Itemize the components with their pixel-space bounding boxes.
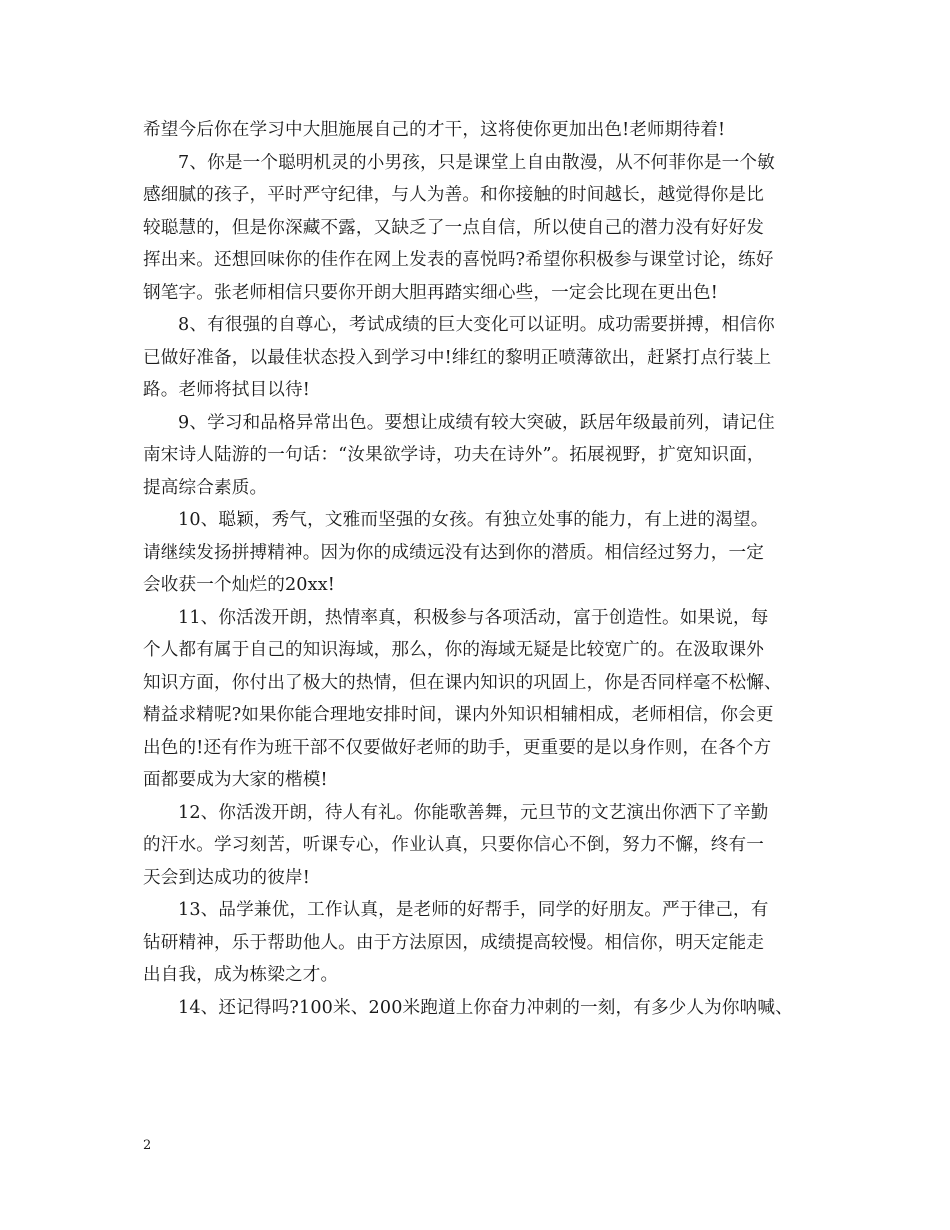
text-line: 天会到达成功的彼岸! xyxy=(143,867,310,888)
text-line: 希望今后你在学习中大胆施展自己的才干，这将使你更加出色!老师期待着! xyxy=(143,120,726,140)
text-line: 面都要成为大家的楷模! xyxy=(143,770,328,790)
page-number: 2 xyxy=(143,1138,152,1153)
paragraph-9-start: 9、学习和品格异常出色。要想让成绩有较大突破，跃居年级最前列，请记住 xyxy=(178,412,775,433)
text-line: 知识方面，你付出了极大的热情，但在课内知识的巩固上，你是否同样毫不松懈、 xyxy=(143,672,782,693)
paragraph-7-start: 7、你是一个聪明机灵的小男孩，只是课堂上自由散漫，从不何菲你是一个敏 xyxy=(178,152,775,173)
text-line: 较聪慧的，但是你深藏不露，又缺乏了一点自信，所以使自己的潜力没有好好发 xyxy=(143,217,765,238)
document-body xyxy=(143,114,823,1024)
text-line: 提高综合素质。 xyxy=(143,477,268,498)
paragraph-10-start: 10、聪颖，秀气，文雅而坚强的女孩。有独立处事的能力，有上进的渴望。 xyxy=(178,510,769,530)
text-line: 钢笔字。张老师相信只要你开朗大胆再踏实细心些，一定会比现在更出色! xyxy=(143,282,719,303)
text-line: 会收获一个灿烂的20xx! xyxy=(143,575,336,595)
paragraph-14-start: 14、还记得吗?100米、200米跑道上你奋力冲刺的一刻，有多少人为你呐喊、 xyxy=(178,997,793,1018)
text-line: 出色的!还有作为班干部不仅要做好老师的助手，更重要的是以身作则，在各个方 xyxy=(143,737,772,758)
text-line: 请继续发扬拼搏精神。因为你的成绩远没有达到你的潜质。相信经过努力，一定 xyxy=(143,542,765,563)
text-line: 感细腻的孩子，平时严守纪律，与人为善。和你接触的时间越长，越觉得你是比 xyxy=(143,185,765,205)
text-line: 出自我，成为栋梁之才。 xyxy=(143,965,339,985)
text-line: 路。老师将拭目以待! xyxy=(143,380,310,400)
paragraph-12-start: 12、你活泼开朗，待人有礼。你能歌善舞，元旦节的文艺演出你洒下了辛勤 xyxy=(178,802,769,823)
paragraph-8-start: 8、有很强的自尊心，考试成绩的巨大变化可以证明。成功需要拼搏，相信你 xyxy=(178,315,775,335)
paragraph-13-start: 13、品学兼优，工作认真，是老师的好帮手，同学的好朋友。严于律己，有 xyxy=(178,900,769,920)
text-line: 钻研精神，乐于帮助他人。由于方法原因，成绩提高较慢。相信你，明天定能走 xyxy=(143,932,765,953)
text-line: 南宋诗人陆游的一句话：“汝果欲学诗，功夫在诗外”。拓展视野，扩宽知识面， xyxy=(143,445,765,465)
text-line: 挥出来。还想回味你的佳作在网上发表的喜悦吗?希望你积极参与课堂讨论，练好 xyxy=(143,250,774,270)
text-line: 个人都有属于自己的知识海域，那么，你的海域无疑是比较宽广的。在汲取课外 xyxy=(143,640,765,660)
paragraph-11-start: 11、你活泼开朗，热情率真，积极参与各项活动，富于创造性。如果说，每 xyxy=(178,607,769,628)
text-line: 的汗水。学习刻苦，听课专心，作业认真，只要你信心不倒，努力不懈，终有一 xyxy=(143,835,765,855)
text-line: 精益求精呢?如果你能合理地安排时间，课内外知识相辅相成，老师相信，你会更 xyxy=(143,705,774,725)
text-line: 已做好准备，以最佳状态投入到学习中!绯红的黎明正喷薄欲出，赶紧打点行装上 xyxy=(143,347,772,368)
